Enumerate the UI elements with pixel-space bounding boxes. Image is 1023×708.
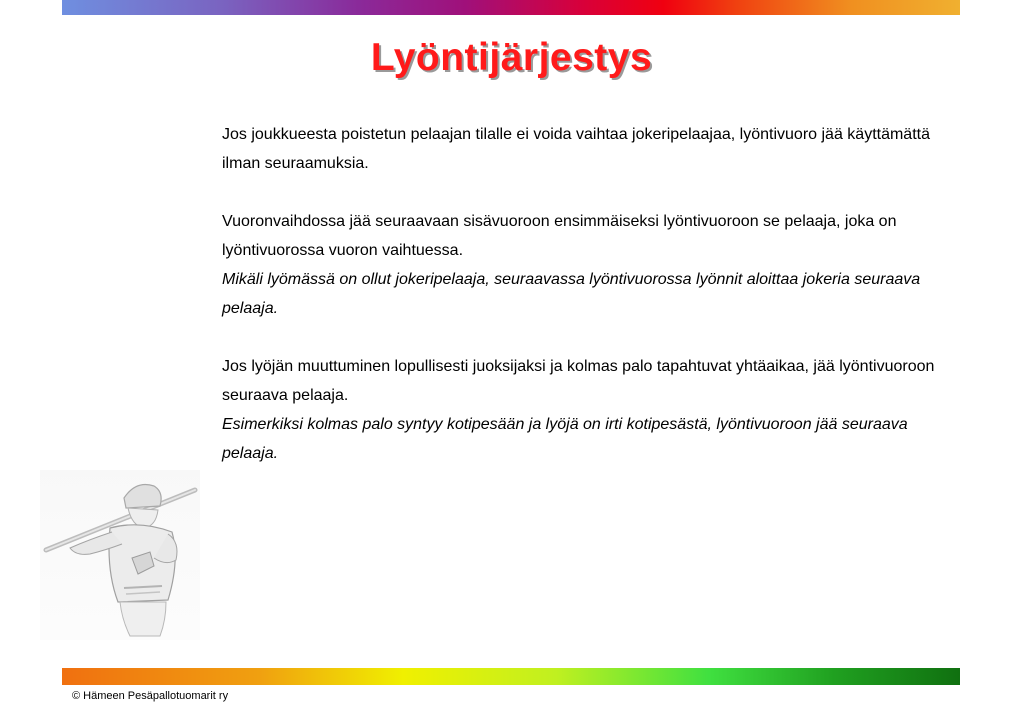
- paragraph-spacer: [222, 178, 952, 207]
- bottom-gradient-bar: [62, 668, 960, 685]
- paragraph-5-italic: Esimerkiksi kolmas palo syntyy kotipesään ja lyöjä on irti kotipesästä, lyöntivuoroon jää seuraava pelaaja.: [222, 416, 908, 462]
- batter-player-icon: [40, 470, 200, 640]
- paragraph-1: Jos joukkueesta poistetun pelaajan tilalle ei voida vaihtaa jokeripelaajaa, lyöntivuoro jää käyttämättä ilman seuraamuksia.: [222, 126, 930, 172]
- slide-content: [222, 120, 952, 468]
- paragraph-spacer: [222, 323, 952, 352]
- slide-title: Lyöntijärjestys: [370, 36, 653, 79]
- top-gradient-bar: [62, 0, 960, 15]
- paragraph-4: Jos lyöjän muuttuminen lopullisesti juoksijaksi ja kolmas palo tapahtuvat yhtäaikaa, jää lyöntivuoroon seuraava pelaaja.: [222, 358, 935, 404]
- paragraph-2: Vuoronvaihdossa jää seuraavaan sisävuoroon ensimmäiseksi lyöntivuoroon se pelaaja, joka on lyöntivuorossa vuoron vaihtuessa.: [222, 213, 897, 259]
- footer-copyright: © Hämeen Pesäpallotuomarit ry: [72, 690, 229, 702]
- paragraph-3-italic: Mikäli lyömässä on ollut jokeripelaaja, seuraavassa lyöntivuorossa lyönnit aloittaa jokeria seuraava pelaaja.: [222, 271, 921, 317]
